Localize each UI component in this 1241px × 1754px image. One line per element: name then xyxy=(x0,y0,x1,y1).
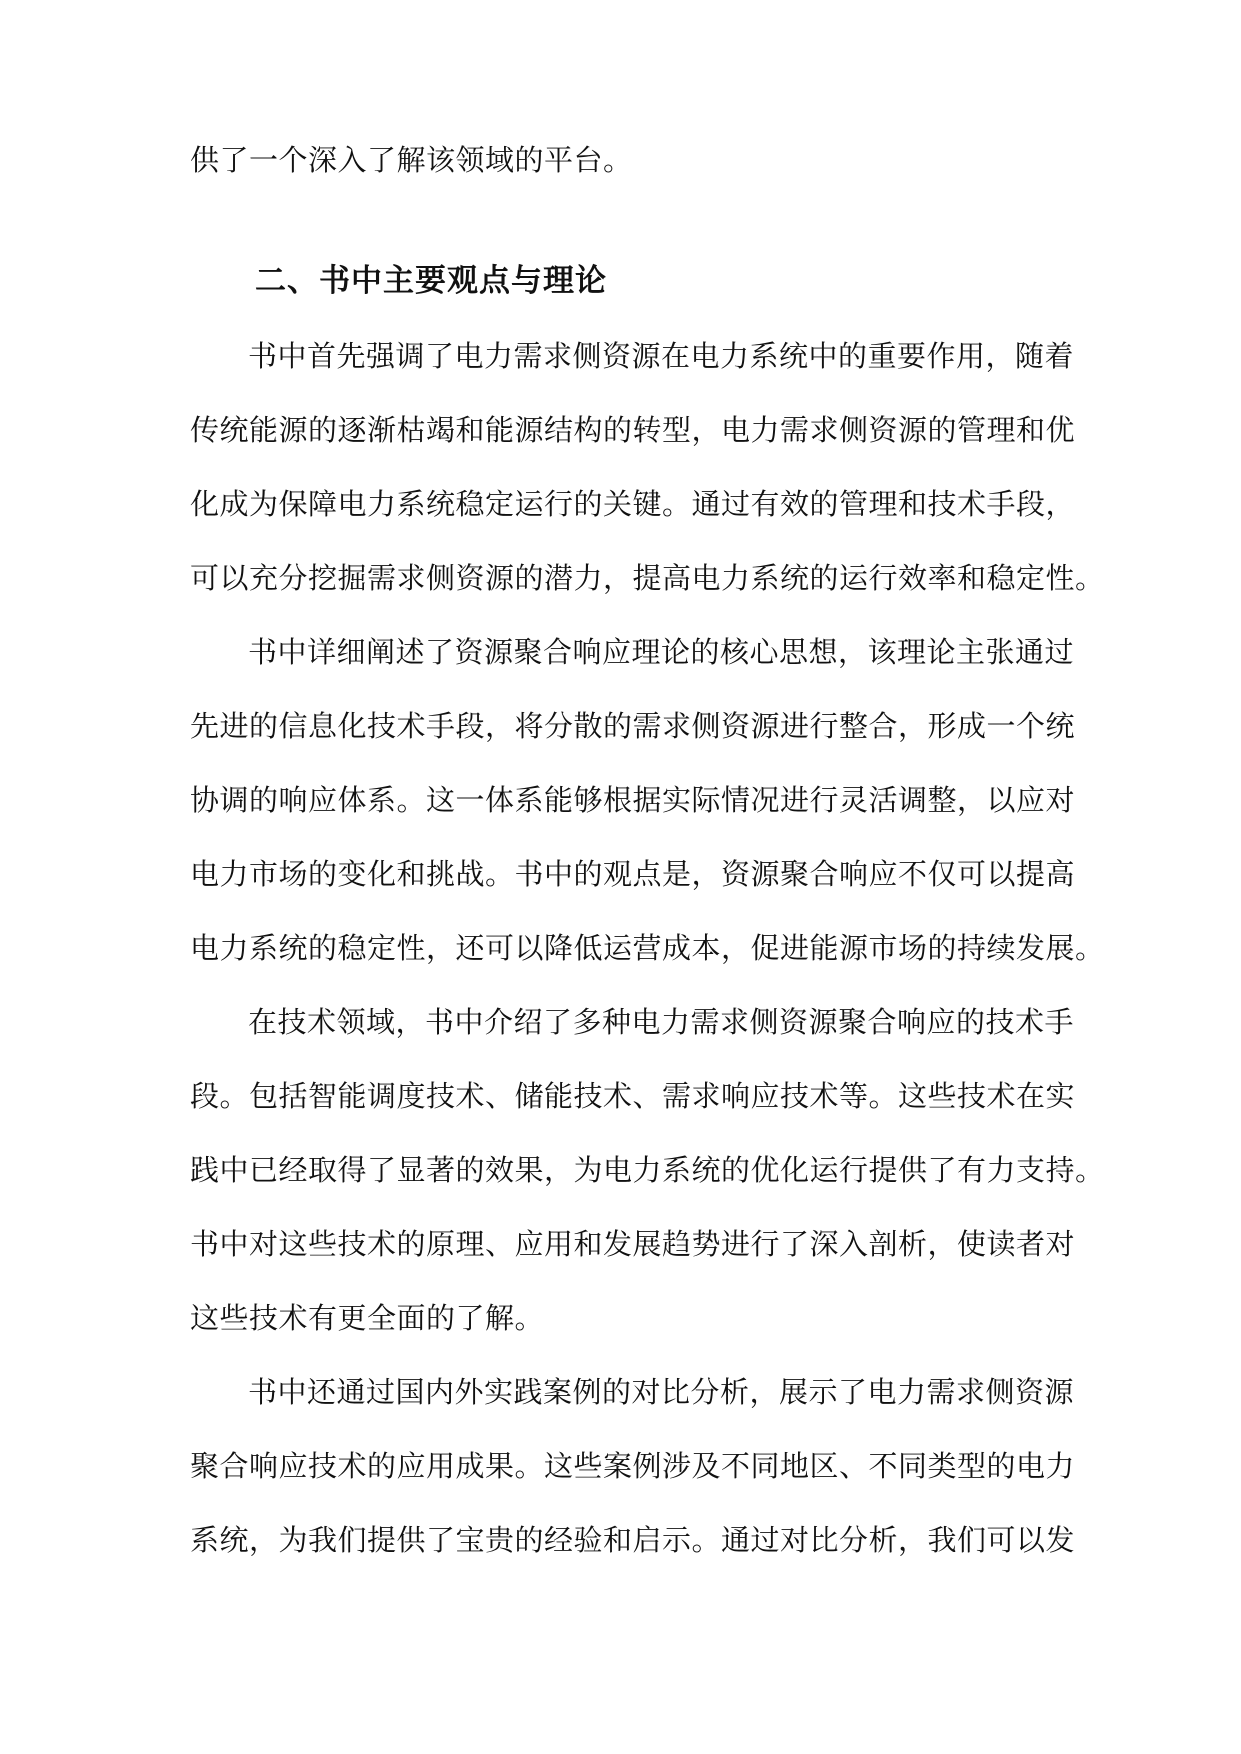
paragraph-line: 协调的响应体系。这一体系能够根据实际情况进行灵活调整，以应对 xyxy=(190,783,1076,817)
paragraph-line: 电力系统的稳定性，还可以降低运营成本，促进能源市场的持续发展。 xyxy=(190,931,1105,965)
paragraph-line: 这些技术有更全面的了解。 xyxy=(190,1301,545,1335)
paragraph-line: 供了一个深入了解该领域的平台。 xyxy=(190,143,633,177)
paragraph-line: 化成为保障电力系统稳定运行的关键。通过有效的管理和技术手段， xyxy=(190,487,1076,521)
paragraph-line: 段。包括智能调度技术、储能技术、需求响应技术等。这些技术在实 xyxy=(190,1079,1076,1113)
paragraph-line: 践中已经取得了显著的效果，为电力系统的优化运行提供了有力支持。 xyxy=(190,1153,1105,1187)
paragraph-line: 在技术领域，书中介绍了多种电力需求侧资源聚合响应的技术手 xyxy=(248,1005,1075,1039)
paragraph-line: 电力市场的变化和挑战。书中的观点是，资源聚合响应不仅可以提高 xyxy=(190,857,1076,891)
section-heading: 二、书中主要观点与理论 xyxy=(255,263,607,299)
paragraph-line: 可以充分挖掘需求侧资源的潜力，提高电力系统的运行效率和稳定性。 xyxy=(190,561,1105,595)
paragraph-line: 书中还通过国内外实践案例的对比分析，展示了电力需求侧资源 xyxy=(248,1375,1075,1409)
paragraph-line: 聚合响应技术的应用成果。这些案例涉及不同地区、不同类型的电力 xyxy=(190,1449,1076,1483)
paragraph-line: 先进的信息化技术手段，将分散的需求侧资源进行整合，形成一个统 xyxy=(190,709,1076,743)
paragraph-line: 书中对这些技术的原理、应用和发展趋势进行了深入剖析，使读者对 xyxy=(190,1227,1076,1261)
paragraph-line: 书中首先强调了电力需求侧资源在电力系统中的重要作用，随着 xyxy=(248,339,1075,373)
paragraph-line: 传统能源的逐渐枯竭和能源结构的转型，电力需求侧资源的管理和优 xyxy=(190,413,1076,447)
paragraph-line: 系统，为我们提供了宝贵的经验和启示。通过对比分析，我们可以发 xyxy=(190,1523,1076,1557)
paragraph-line: 书中详细阐述了资源聚合响应理论的核心思想，该理论主张通过 xyxy=(248,635,1075,669)
